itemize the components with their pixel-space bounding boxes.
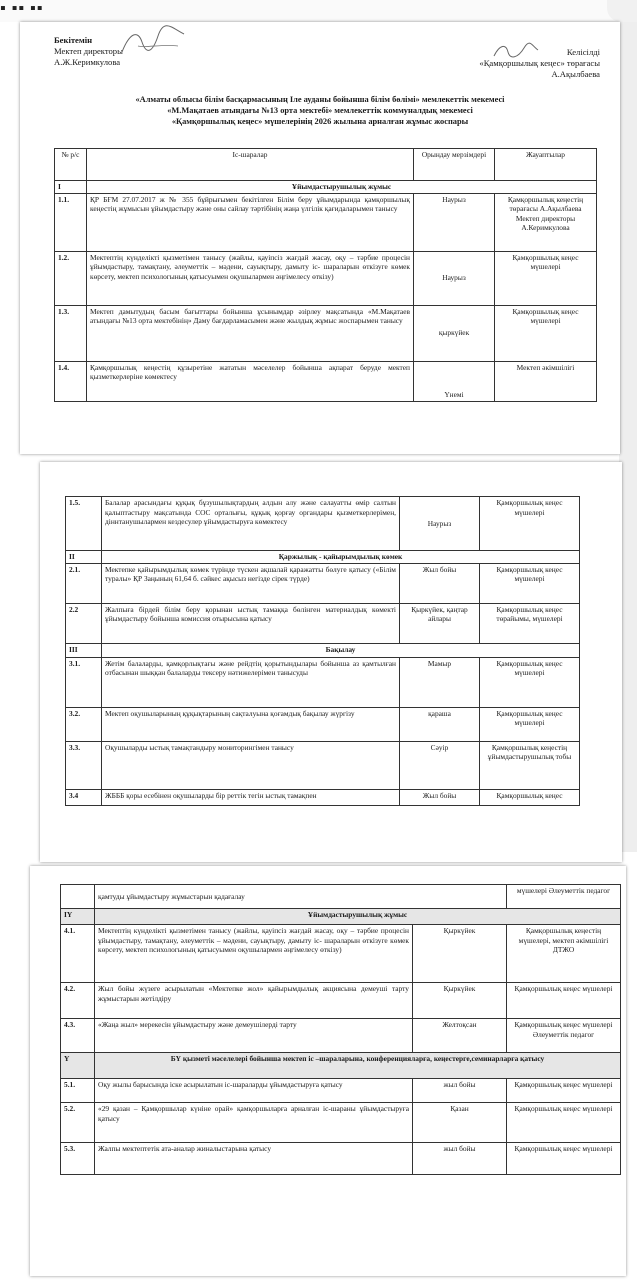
row-number: 4.3. [61, 1019, 95, 1053]
table-row [66, 497, 580, 551]
row-number: 1.1. [55, 193, 87, 251]
row-number: 4.1. [61, 925, 95, 983]
row-deadline: Қазан [413, 1103, 507, 1143]
section-title: БҮ қызметі мәселелері бойынша мектеп іс –шараларына, конференцияларға, кеңестерге,семинарларға қатысу [95, 1053, 621, 1079]
row-deadline: Мамыр [400, 657, 480, 707]
approve-title: Мектеп директоры [54, 46, 123, 56]
row-deadline: жыл бойы [413, 1079, 507, 1103]
row-deadline: Сәуір [400, 741, 480, 789]
row-responsible: Қамқоршылық кеңес төрайымы, мүшелері [480, 603, 580, 643]
row-deadline: қараша [400, 707, 480, 741]
row-number: 4.2. [61, 983, 95, 1019]
row-number: 3.2. [66, 707, 102, 741]
row-deadline: Наурыз [414, 251, 495, 305]
row-activity: Жетім балаларды, қамқорлықтағы және рейдтің қорытындылары бойынша аз қамтылған отбасынан шыққан балаларды тексеру нәтижелерімен танысуды [102, 657, 400, 707]
row-deadline: Қыркүйек, қаңтар айлары [400, 603, 480, 643]
dots-icon: ▪ ▪▪ ▪▪ [0, 0, 44, 17]
section-row [66, 643, 580, 657]
row-responsible: Қамқоршылық кеңес мүшелері [507, 1143, 621, 1175]
row-activity: Мектепке қайырымдылық көмек түрінде түскен ақшалай қаражатты бөлуге қатысу («Білім туралы» ҚР Заңының 61,64 б. сәйкес ақысыз негізде сірек түрде) [102, 563, 400, 603]
row-activity: Қамқоршылық кеңестің құзыретіне жататын мәселелер бойынша ақпарат беруде мектеп қызметкерлеріне көмектесу [87, 361, 414, 401]
row-activity: Жалпыға бірдей білім беру қорынан ыстық тамаққа бөлінген материалдық көмекті ұйымдастыру бойынша комиссия отырысына қатысу [102, 603, 400, 643]
row-activity: Мектеп дамытудың басым бағыттары бойынша ұсынымдар әзірлеу мақсатында «М.Мақатаев атындағы №13 орта мектебінің» Даму бағдарламасымен және жылдық жұмыс жоспарымен танысу [87, 305, 414, 361]
col-header-responsible: Жауаптылар [495, 149, 597, 181]
table-row [66, 741, 580, 789]
approve-name: А.Ж.Керимкулова [54, 57, 121, 67]
section-row [55, 181, 597, 194]
row-activity: «Жаңа жыл» мерекесін ұйымдастыру және демеушілерді тарту [95, 1019, 413, 1053]
document-page-3 [30, 866, 626, 1276]
row-number: 2.1. [66, 563, 102, 603]
row-responsible: Қамқоршылық кеңес мүшелері [480, 707, 580, 741]
row-responsible: Қамқоршылық кеңес мүшелері [480, 563, 580, 603]
row-activity: ЖБББ қоры есебінен оқушыларды бір реттік тегін ыстық тамақпен [102, 789, 400, 805]
section-number: Ү [61, 1053, 95, 1079]
row-deadline: Наурыз [414, 193, 495, 251]
title-line-3: «Қамқоршылық кеңес» мүшелерінің 2026 жылына арналған жұмыс жоспары [171, 117, 469, 126]
row-responsible: Қамқоршылық кеңес мүшелері [480, 657, 580, 707]
table-row [61, 1019, 621, 1053]
row-number: 3.1. [66, 657, 102, 707]
row-deadline: Желтоқсан [413, 1019, 507, 1053]
row-activity: қамтуды ұйымдастыру жұмыстарын қадағалау [95, 885, 507, 909]
row-deadline: Жыл бойы [400, 563, 480, 603]
agree-label: Келісілді [566, 47, 600, 57]
row-number: 1.3. [55, 305, 87, 361]
row-number: 5.2. [61, 1103, 95, 1143]
table-row [61, 925, 621, 983]
row-number: 2.2 [66, 603, 102, 643]
section-title: Ұйымдастырушылық жұмыс [95, 909, 621, 925]
row-activity: Жыл бойы жүзеге асырылатын «Мектепке жол» қайырымдылық акциясына демеуші тарту жұмыстарын жетілдіру [95, 983, 413, 1019]
row-responsible: Қамқоршылық кеңес мүшелері [507, 1103, 621, 1143]
row-responsible: Қамқоршылық кеңестің ұйымдастырушылық тобы [480, 741, 580, 789]
plan-table-page-2 [65, 496, 580, 806]
section-number: ІҮ [61, 909, 95, 925]
row-responsible: Қамқоршылық кеңес мүшелері Әлеуметтік педагог [507, 1019, 621, 1053]
row-deadline: Қыркүйек [413, 925, 507, 983]
row-activity: Оқу жылы барысында іске асырылатын іс-шараларды ұйымдастыруға қатысу [95, 1079, 413, 1103]
col-header-deadline: Орындау мерзімдері [414, 149, 495, 181]
table-row [66, 603, 580, 643]
row-number: 1.4. [55, 361, 87, 401]
top-strip [0, 0, 637, 22]
row-deadline: Қыркүйек [413, 983, 507, 1019]
row-deadline: жыл бойы [413, 1143, 507, 1175]
table-row [66, 563, 580, 603]
agree-title: «Қамқоршылық кеңес» төрағасы [479, 58, 600, 68]
row-number: 5.1. [61, 1079, 95, 1103]
row-activity: Мектеп оқушыларының құқықтарының сақталуына қоғамдық бақылау жүргізу [102, 707, 400, 741]
chair-signature-icon [490, 40, 540, 62]
row-deadline: Жыл бойы [400, 789, 480, 805]
document-title [20, 94, 620, 127]
table-row [55, 251, 597, 305]
section-number: ІІІ [66, 643, 102, 657]
table-row [61, 1079, 621, 1103]
section-title: Бақылау [102, 643, 580, 657]
row-responsible: Қамқоршылық кеңестің мүшелері, мектеп әкімшілігі ДТЖО [507, 925, 621, 983]
row-responsible: Қамқоршылық кеңес мүшелері [495, 305, 597, 361]
corner-shape [607, 0, 637, 22]
table-row [61, 983, 621, 1019]
table-row [61, 1103, 621, 1143]
row-number: 3.4 [66, 789, 102, 805]
row-responsible: Қамқоршылық кеңес мүшелері [507, 983, 621, 1019]
row-responsible: Қамқоршылық кеңестің төрағасы А.Ақылбаева Мектеп директоры А.Керимкулова [495, 193, 597, 251]
title-line-2: «М.Мақатаев атындағы №13 орта мектебі» мемлекеттік коммуналдық мекемесі [167, 106, 473, 115]
section-number: І [55, 181, 87, 194]
col-header-num: № р/с [55, 149, 87, 181]
section-row [66, 551, 580, 564]
section-title: Қаржылық - қайырымдылық көмек [102, 551, 580, 564]
row-responsible: Мектеп әкімшілігі [495, 361, 597, 401]
row-activity: Оқушыларды ыстық тамақтандыру мониторингімен танысу [102, 741, 400, 789]
table-row [61, 885, 621, 909]
row-responsible: Қамқоршылық кеңес [480, 789, 580, 805]
row-activity: ҚР БҒМ 27.07.2017 ж № 355 бұйрығымен бекітілген Білім беру ұйымдарында қамқоршылық кеңестің жұмысын ұйымдастыру және оны сайлау тәртібінің жаңа үлгілік қағидаларымен танысу [87, 193, 414, 251]
table-row [55, 361, 597, 401]
row-activity: «29 қазан – Қамқоршылар күніне орай» қамқоршыларға арналған іс-шараны ұйымдастыруға қатысу [95, 1103, 413, 1143]
table-row [66, 657, 580, 707]
row-responsible: Қамқоршылық кеңес мүшелері [507, 1079, 621, 1103]
row-activity: Жалпы мектептетік ата-аналар жиналыстарына қатысу [95, 1143, 413, 1175]
plan-table-page-1 [54, 148, 597, 402]
table-row [66, 707, 580, 741]
section-row [61, 1053, 621, 1079]
table-row [66, 789, 580, 805]
row-activity: Мектептің күнделікті қызметімен танысу (жайлы, қауіпсіз жағдай жасау, оқу – тәрбие процесін ұйымдастыру, тамақтану, әлеуметтік – мәдени, сауықтыру, дамыту іс- шараларын өткізуге көмек көрсету, мектеп психологының қатысуымен оқушылармен әңгімелесу өткізу) [95, 925, 413, 983]
row-activity: Балалар арасындағы құқық бұзушылықтардың алдын алу және салауатты өмір салтын қалыптастыру мақсатында СОС орталығы, құқық қорғау органдары қызметкерлерімен, діннтанушылармен кездесулер ұйымдастыруға көмектесу [102, 497, 400, 551]
row-deadline: Үнемі [414, 361, 495, 401]
approve-label: Бекітемін [54, 35, 93, 45]
title-line-1: «Алматы облысы білім басқармасының Іле ауданы бойынша білім бөлімі» мемлекеттік мекемесі [135, 95, 505, 104]
col-header-activity: Іс-шаралар [87, 149, 414, 181]
row-number: 1.2. [55, 251, 87, 305]
table-row [55, 305, 597, 361]
row-number: 1.5. [66, 497, 102, 551]
table-row [61, 1143, 621, 1175]
row-responsible: Қамқоршылық кеңес мүшелері [495, 251, 597, 305]
row-deadline: Наурыз [400, 497, 480, 551]
section-number: ІІ [66, 551, 102, 564]
section-title: Ұйымдастырушылық жұмыс [87, 181, 597, 194]
plan-table-page-3 [60, 884, 621, 1175]
section-row [61, 909, 621, 925]
row-number: 5.3. [61, 1143, 95, 1175]
row-deadline: қыркүйек [414, 305, 495, 361]
document-page-2 [40, 462, 622, 862]
row-number: 3.3. [66, 741, 102, 789]
table-row [55, 193, 597, 251]
row-responsible: мүшелері Әлеуметтік педагог [507, 885, 621, 909]
row-responsible: Қамқоршылық кеңес мүшелері [480, 497, 580, 551]
agree-name: А.Ақылбаева [551, 69, 600, 79]
director-signature-icon [118, 24, 188, 58]
table-header-row [55, 149, 597, 181]
row-activity: Мектептің күнделікті қызметімен танысу (жайлы, қауіпсіз жағдай жасау, оқу – тәрбие процесін ұйымдастыру, тамақтану, әлеуметтік – мәдени, сауықтыру, дамыту іс- шараларын өткізуге көмек көрсету, мектеп психологының қатысуымен оқушылармен әңгімелесу өткізу) [87, 251, 414, 305]
document-page-1 [20, 22, 620, 454]
approval-block [54, 35, 123, 68]
